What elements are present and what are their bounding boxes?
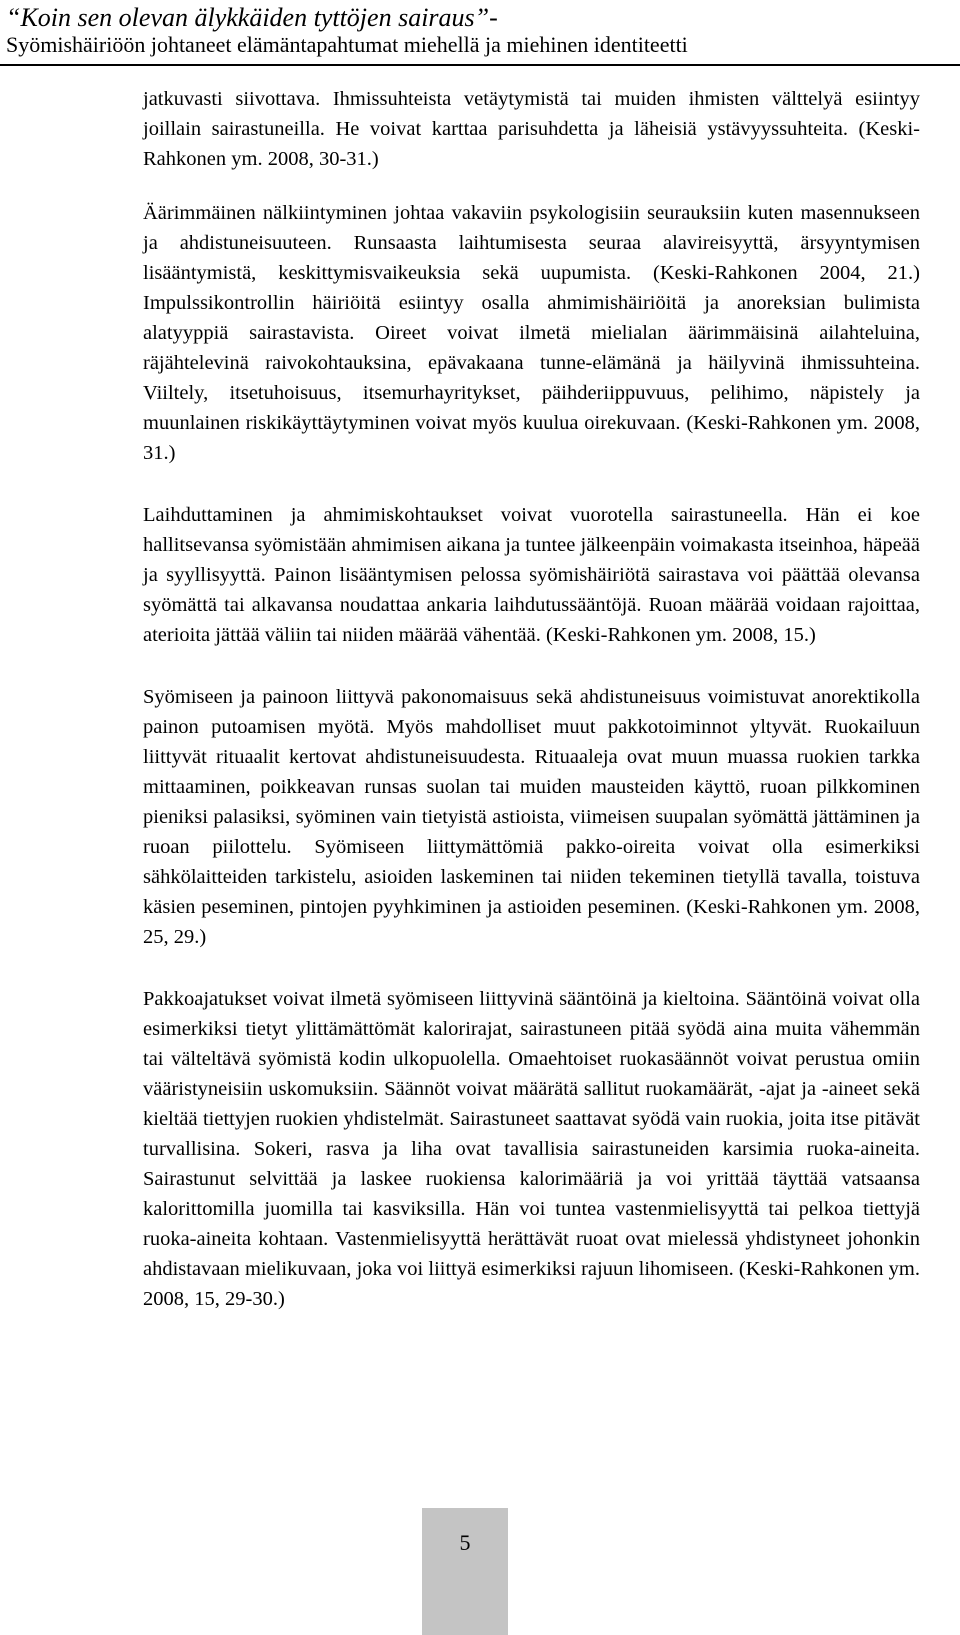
document-body [143,84,920,1346]
paragraph-5: Pakkoajatukset voivat ilmetä syömiseen liittyvinä sääntöinä ja kieltoina. Sääntöinä voivat olla esimerkiksi tietyt ylittämättömät kalorirajat, sairastuneen pitää syödä aina muita vähemmän tai välteltävä syömistä kodin ulkopuolella. Omaehtoiset ruokasäännöt voivat perustua omiin vääristyneisiin uskomuksiin. Säännöt voivat määrätä sallitut ruokamäärät, -ajat ja -aineet sekä kieltää tiettyjen ruokien yhdistelmät. Sairastuneet saattavat syödä vain ruokia, joita itse pitävät turvallisina. Sokeri, rasva ja liha ovat tavallisia sairastuneiden karsimia ruoka-aineita. Sairastunut selvittää ja laskee ruokiensa kalorimääriä ja voi yrittää täyttää vatsaansa kalorittomilla juomilla tai kasviksilla. Hän voi tuntea vastenmielisyyttä tai pelkoa tiettyjä ruoka-aineita kohtaan. Vastenmielisyyttä herättävät ruoat ovat mielessä yhdistyneet johonkin ahdistavaan mielikuvaan, joka voi liittyä esimerkiksi rajuun lihomiseen. (Keski-Rahkonen ym. 2008, 15, 29-30.) [143,988,920,1310]
running-header-subtitle: Syömishäiriöön johtaneet elämäntapahtumat miehellä ja miehinen identiteetti [6,32,688,57]
paragraph-1: jatkuvasti siivottava. Ihmissuhteista vetäytymistä tai muiden ihmisten välttelyä esiintyy joillain sairastuneilla. He voivat karttaa parisuhdetta ja läheisiä ystävyyssuhteita. (Keski-Rahkonen ym. 2008, 30-31.) [143,88,920,170]
paragraph-3: Laihduttaminen ja ahmimiskohtaukset voivat vuorotella sairastuneella. Hän ei koe hallitsevansa syömistään ahmimisen aikana ja tuntee jälkeenpäin voimakasta itseinhoa, häpeää ja syyllisyyttä. Painon lisääntymisen pelossa syömishäiriötä sairastava voi päättää olevansa syömättä tai alkavansa noudattaa ankaria laihdutussääntöjä. Ruoan määrää voidaan rajoittaa, aterioita jättää väliin tai niiden määrää vähentää. (Keski-Rahkonen ym. 2008, 15.) [143,504,920,646]
page-number: 5 [459,1530,471,1555]
paragraph-4: Syömiseen ja painoon liittyvä pakonomaisuus sekä ahdistuneisuus voimistuvat anorektikolla painon putoamisen myötä. Myös mahdolliset muut pakkotoiminnot yltyvät. Ruokailuun liittyvät rituaalit kertovat ahdistuneisuudesta. Rituaaleja ovat muun muassa ruokien tarkka mittaaminen, poikkeavan runsas suolan tai muiden mausteiden käyttö, ruoan pilkkominen pieniksi palasiksi, syöminen vain tietyistä astioista, viimeisen suupalan syömättä jättäminen ja ruoan piilottelu. Syömiseen liittymättömiä pakko-oireita voivat olla esimerkiksi sähkölaitteiden tarkistelu, asioiden laskeminen tai niiden tekeminen tietyllä tavalla, toistuva käsien peseminen, pintojen pyyhkiminen ja astioiden peseminen. (Keski-Rahkonen ym. 2008, 25, 29.) [143,686,920,948]
running-header-title: “Koin sen olevan älykkäiden tyttöjen sairaus”- [6,3,498,32]
page-number-box [422,1508,508,1635]
paragraph-2: Äärimmäinen nälkiintyminen johtaa vakaviin psykologisiin seurauksiin kuten masennukseen ja ahdistuneisuuteen. Runsaasta laihtumisesta seuraa alavireisyyttä, ärsyyntymisen lisääntymistä, keskittymisvaikeuksia sekä uupumista. (Keski-Rahkonen 2004, 21.) Impulssikontrollin häiriöitä esiintyy osalla ahmimishäiriöitä ja anoreksian bulimista alatyyppiä sairastavista. Oireet voivat ilmetä mielialan äärimmäisinä ailahteluina, räjähtelevinä raivokohtauksina, epävakaana tunne-elämänä ja häilyvinä ihmissuhteina. Viiltely, itsetuhoisuus, itsemurhayritykset, päihderiippuvuus, pelihimo, näpistely ja muunlainen riskikäyttäytyminen voivat myös kuulua oirekuvaan. (Keski-Rahkonen ym. 2008, 31.) [143,202,920,464]
header-divider [0,64,960,66]
